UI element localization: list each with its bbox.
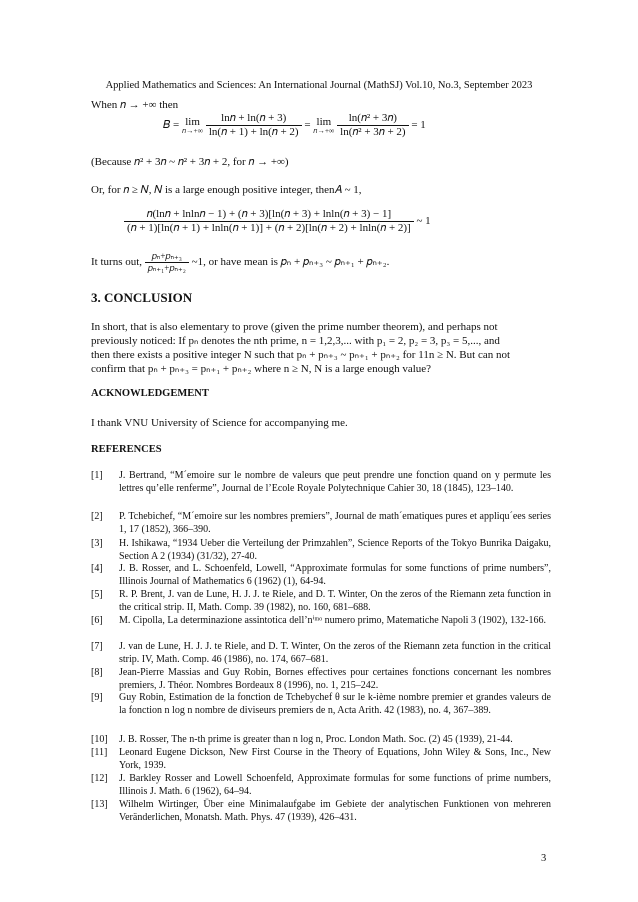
reference-item: [7] J. van de Lune, H. J. J. te Riele, and D. T. Winter, On the zeros of the Riemann zeta function in the critical strip. IV, Math. Comp. 46 (1986), no. 174, 667–681. <box>91 641 551 665</box>
small-fraction-denominator: 𝑝ₙ₊₁+𝑝ₙ₊₂ <box>145 262 189 274</box>
eq2-rhs: ~ 1 <box>416 215 431 228</box>
limit-operator-2: lim 𝑛→+∞ <box>313 115 335 135</box>
big-fraction-numerator: 𝑛(ln𝑛 + lnln𝑛 − 1) + (𝑛 + 3)[ln(𝑛 + 3) + lnln(𝑛 + 3) − 1] <box>146 208 392 220</box>
fraction-2-numerator: ln(𝑛² + 3𝑛) <box>348 112 397 124</box>
reference-item: [2] P. Tchebichef, “M´emoire sur les nombres premiers”, Journal de math´ematiques pures et appliqu´ees series 1, 17 (1852), 366–390. <box>91 511 551 535</box>
conclusion-heading: 3. CONCLUSION <box>91 290 193 305</box>
conclusion-line: then there exists a positive integer N such that pₙ + pₙ₊₃ ~ pₙ₊₁ + pₙ₊₂ for 11n ≥ N. But can not <box>91 349 511 361</box>
reference-item: [6] M. Cipolla, La determinazione assintotica dell’nⁱᵐᵒ numero primo, Matematiche Napoli 3 (1902), 132-166. <box>91 615 546 626</box>
reference-item: [8] Jean-Pierre Massias and Guy Robin, Bornes effectives pour certaines fonctions concernant les nombres premiers, J. Théor. Nombres Bordeaux 8 (1996), no. 1, 215–242. <box>91 667 551 691</box>
fraction-1-numerator: ln𝑛 + ln(𝑛 + 3) <box>221 112 287 124</box>
small-fraction <box>145 251 189 274</box>
conclusion-line: In short, that is also elementary to prove (given the prime number theorem), and perhaps not <box>91 321 498 333</box>
journal-header: Applied Mathematics and Sciences: An International Journal (MathSJ) Vol.10, No.3, September 2023 <box>105 80 533 91</box>
acknowledgement-text: I thank VNU University of Science for accompanying me. <box>91 417 348 429</box>
reference-item: [11] Leonard Eugene Dickson, New First Course in the Theory of Equations, John Wiley & Sons, Inc., New York, 1939. <box>91 747 551 771</box>
reference-item: [10] J. B. Rosser, The n-th prime is greater than n log n, Proc. London Math. Soc. (2) 45 (1939), 21-44. <box>91 734 513 745</box>
reference-item: [13] Wilhelm Wirtinger, Über eine Minimalaufgabe im Gebiete der analytischen Funktionen von mehreren Veränderlichen, Monatsh. Math. Phys. 47 (1939), 426–431. <box>91 799 551 823</box>
reference-item: [5] R. P. Brent, J. van de Lune, H. J. J. te Riele, and D. T. Winter, On the zeros of the Riemann zeta function in the critical strip. II, Math. Comp. 39 (1982), no. 160, 681–688. <box>91 589 551 613</box>
because-note: (Because 𝑛² + 3𝑛 ~ 𝑛² + 3𝑛 + 2, for 𝑛 → +∞) <box>91 156 289 168</box>
conclusion-paragraph <box>91 320 551 376</box>
equals-sign: = <box>304 119 311 132</box>
small-fraction-numerator: 𝑝ₙ+𝑝ₙ₊₃ <box>151 251 182 261</box>
reference-item: [1] J. Bertrand, “M´emoire sur le nombre de valeurs que peut prendre une fonction quand on y permute les lettres qu’elle renferme”, Journal de l’Ecole Royale Polytechnique Cahier 30, 18 (1845), 123–140. <box>91 470 551 494</box>
references-heading: REFERENCES <box>91 444 162 455</box>
turns-out-line <box>91 251 389 274</box>
reference-item: [4] J. B. Rosser, and L. Schoenfeld, Lowell, “Approximate formulas for some functions of prime numbers”, Illinois Journal of Mathematics 6 (1962) (1), 64-94. <box>91 563 551 587</box>
reference-item: [3] H. Ishikawa, “1934 Ueber die Verteilung der Primzahlen”, Science Reports of the Tokyo Bunrika Daigaku, Section A 2 (1934) (31/32), 27-40. <box>91 538 551 562</box>
conclusion-line: previously noticed: If pₙ denotes the nth prime, n = 1,2,3,... with p₁ = 2, p₂ = 3, p₃ = 5,..., and <box>91 335 500 347</box>
fraction-2 <box>337 112 408 139</box>
big-fraction-denominator: (𝑛 + 1)[ln(𝑛 + 1) + lnln(𝑛 + 1)] + (𝑛 + 2)[ln(𝑛 + 2) + lnln(𝑛 + 2)] <box>124 221 414 235</box>
limit-intro: When 𝑛 → +∞ then <box>91 99 179 111</box>
fraction-1 <box>206 112 302 139</box>
page-number: 3 <box>541 853 547 864</box>
large-n-condition: Or, for 𝑛 ≥ 𝑁, 𝑁 is a large enough positive integer, then𝐴 ~ 1, <box>91 184 362 196</box>
limit-operator: lim 𝑛→+∞ <box>182 115 204 135</box>
reference-item: [12] J. Barkley Rosser and Lowell Schoenfeld, Approximate formulas for some functions of prime numbers, Illinois J. Math. 6 (1962), 64–94. <box>91 773 551 797</box>
equation-a-ratio <box>124 208 431 235</box>
reference-item: [9] Guy Robin, Estimation de la fonction de Tchebychef θ sur le k-ième nombre premier et grandes valeurs de la fonction n log n nombre de diviseurs premiers de n, Acta Arith. 42 (1983), no. 4, 367–389. <box>91 692 551 716</box>
fraction-2-denominator: ln(𝑛² + 3𝑛 + 2) <box>337 125 408 139</box>
eq-rhs: = 1 <box>411 119 426 132</box>
turns-out-pre: It turns out, <box>91 256 143 269</box>
acknowledgement-heading: ACKNOWLEDGEMENT <box>91 388 209 399</box>
eq-lhs: 𝐵 = <box>163 119 180 132</box>
conclusion-line: confirm that pₙ + pₙ₊₃ = pₙ₊₁ + pₙ₊₂ where n ≥ N, N is a large enough value? <box>91 363 432 375</box>
turns-out-post: ~1, or have mean is 𝑝ₙ + 𝑝ₙ₊₃ ~ 𝑝ₙ₊₁ + 𝑝ₙ₊₂. <box>191 256 390 269</box>
big-fraction <box>124 208 414 235</box>
fraction-1-denominator: ln(𝑛 + 1) + ln(𝑛 + 2) <box>206 125 302 139</box>
equation-b-limit <box>163 112 426 139</box>
